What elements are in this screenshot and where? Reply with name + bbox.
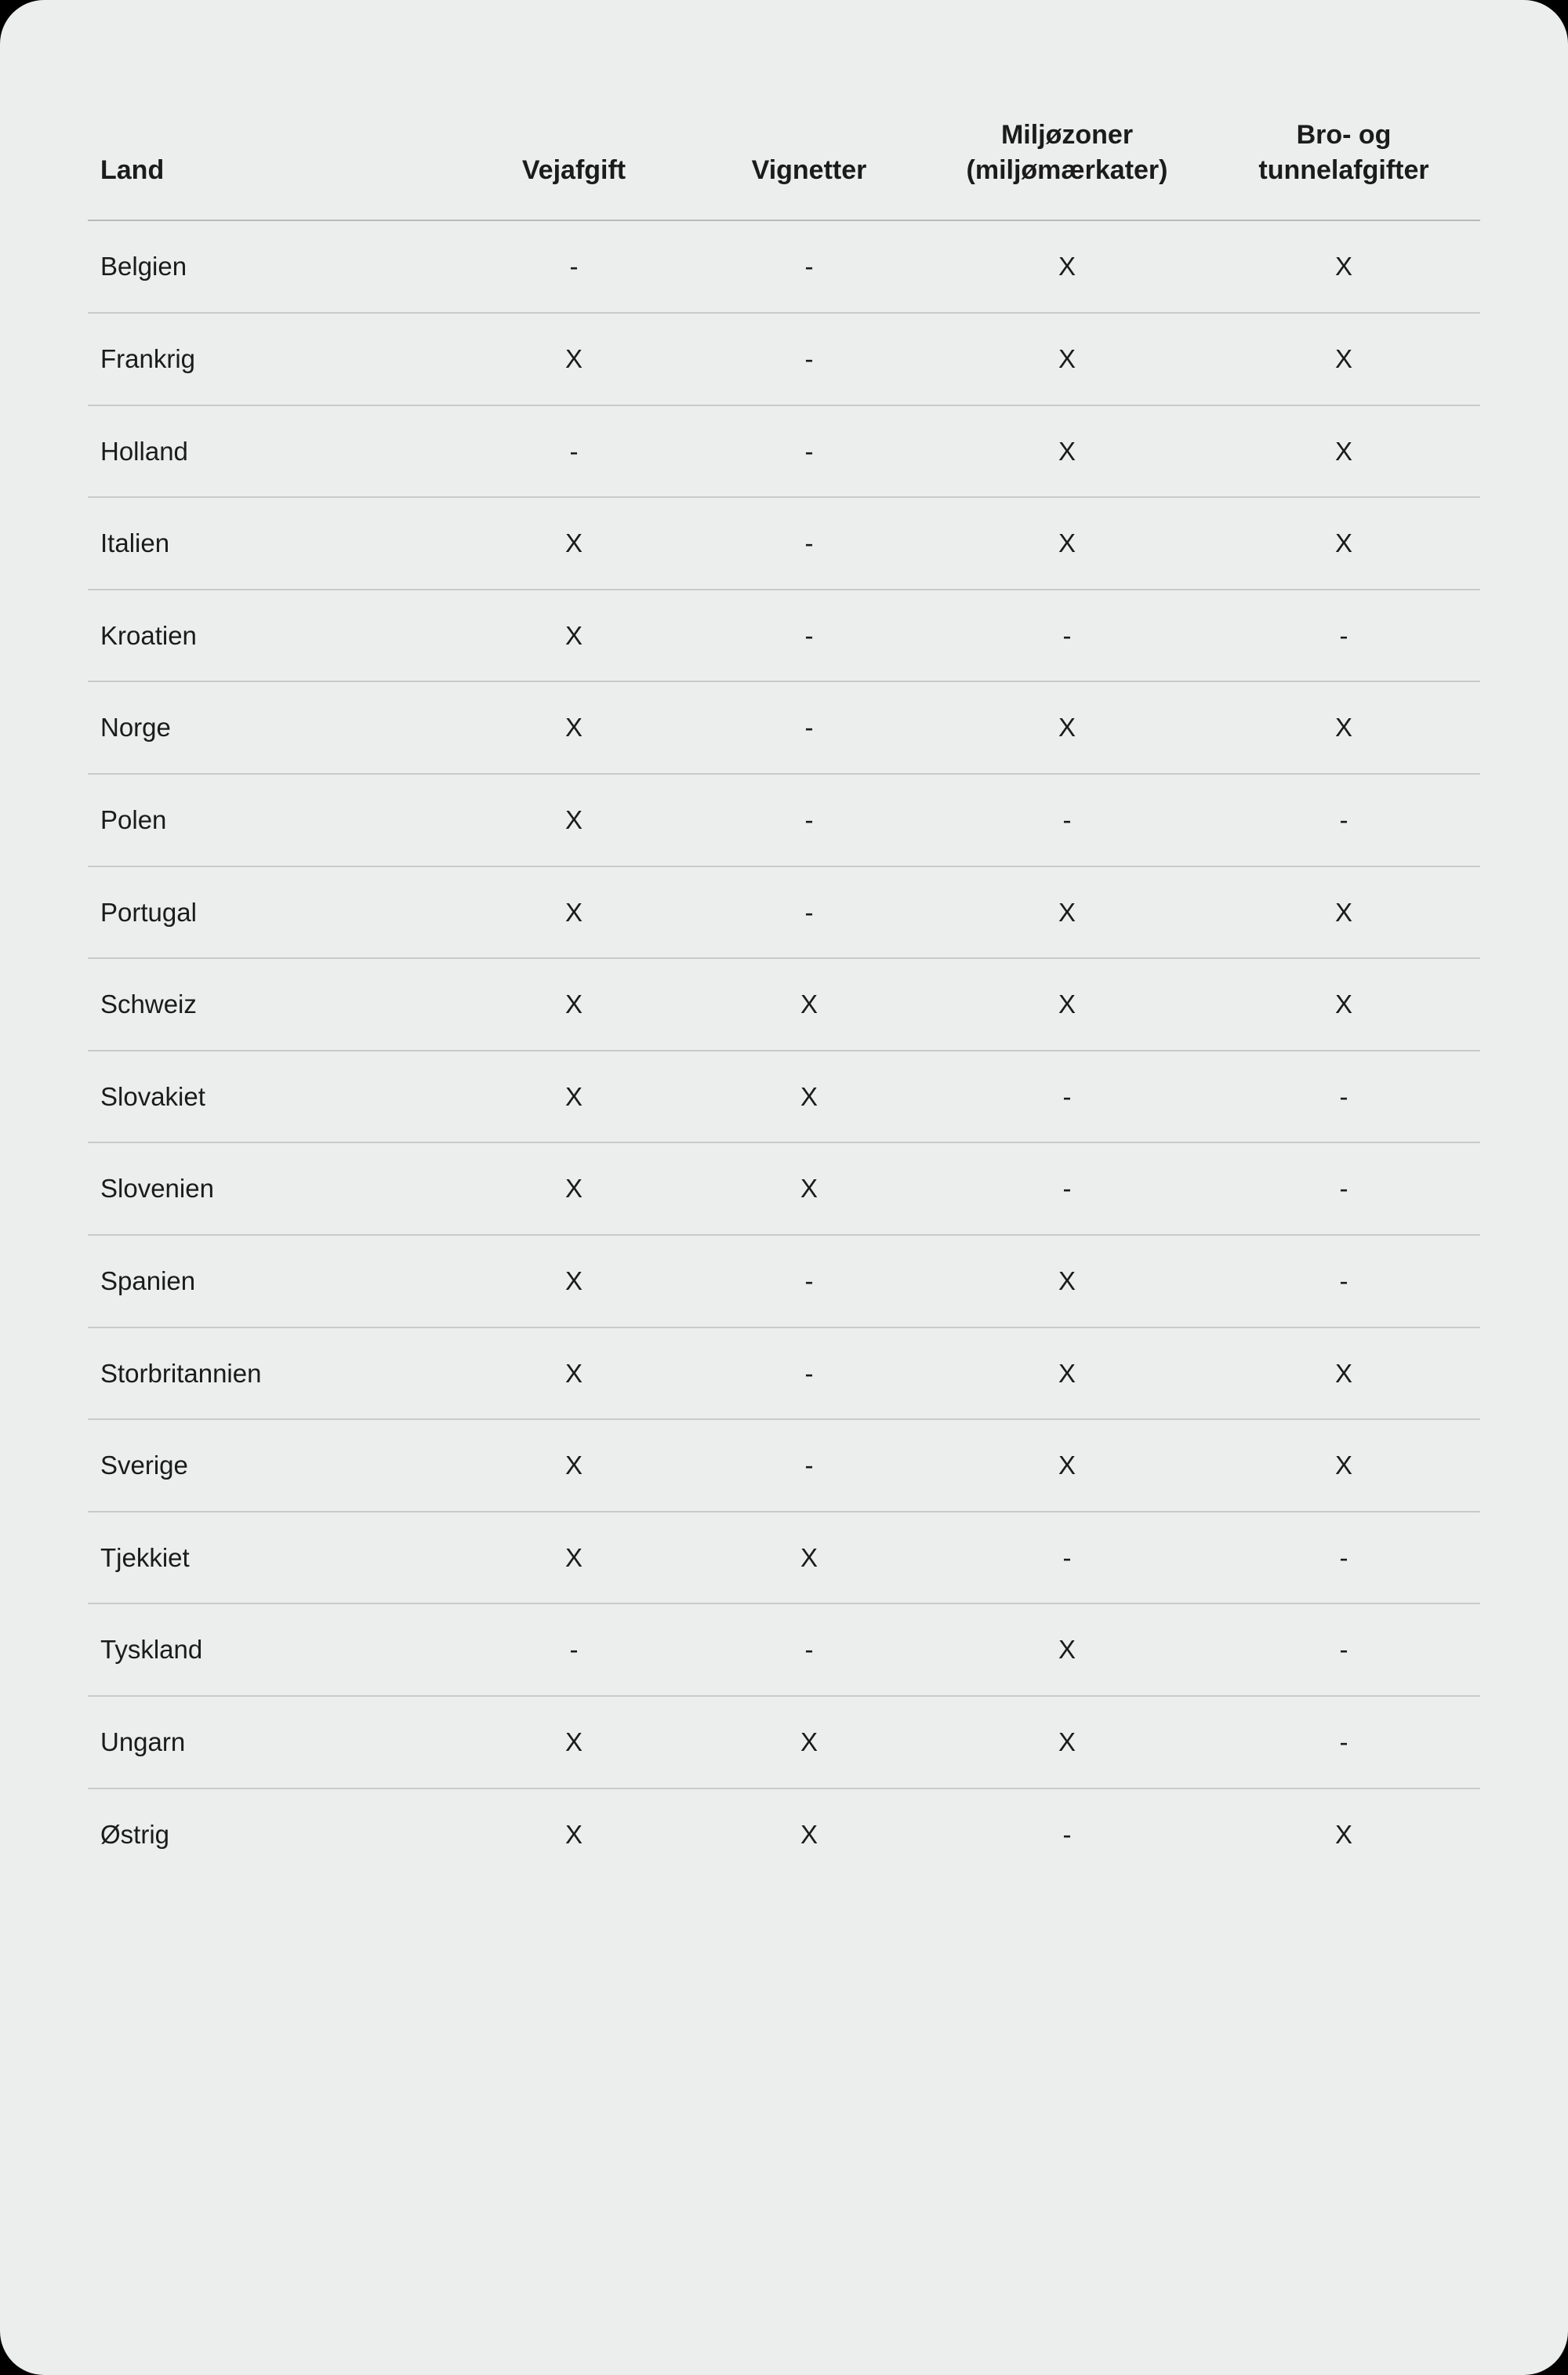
- cell-bro-tunnel: X: [1207, 1419, 1480, 1512]
- table-row: [88, 220, 1480, 313]
- cell-country: Tjekkiet: [88, 1512, 456, 1604]
- table-row: [88, 1603, 1480, 1696]
- column-header-bro-tunnel-line2: tunnelafgifter: [1258, 155, 1429, 186]
- cell-vignetter: -: [691, 590, 927, 682]
- cell-bro-tunnel: -: [1207, 1235, 1480, 1327]
- cell-bro-tunnel: X: [1207, 405, 1480, 498]
- cell-vejafgift: X: [456, 1051, 691, 1143]
- cell-vejafgift: X: [456, 958, 691, 1051]
- cell-bro-tunnel: X: [1207, 1327, 1480, 1420]
- cell-vejafgift: X: [456, 1235, 691, 1327]
- cell-miljozoner: X: [927, 866, 1207, 959]
- cell-vignetter: X: [691, 1051, 927, 1143]
- cell-vignetter: -: [691, 1327, 927, 1420]
- comparison-table-container: [88, 118, 1480, 1879]
- cell-bro-tunnel: X: [1207, 866, 1480, 959]
- cell-miljozoner: X: [927, 681, 1207, 774]
- cell-vejafgift: X: [456, 1696, 691, 1789]
- table-row: [88, 497, 1480, 590]
- cell-bro-tunnel: X: [1207, 313, 1480, 405]
- cell-miljozoner: X: [927, 1603, 1207, 1696]
- table-row: [88, 866, 1480, 959]
- cell-miljozoner: X: [927, 1419, 1207, 1512]
- cell-vejafgift: -: [456, 220, 691, 313]
- table-row: [88, 405, 1480, 498]
- cell-bro-tunnel: X: [1207, 681, 1480, 774]
- cell-country: Italien: [88, 497, 456, 590]
- cell-vignetter: X: [691, 958, 927, 1051]
- cell-miljozoner: X: [927, 220, 1207, 313]
- table-body: [88, 220, 1480, 1879]
- table-header: [88, 118, 1480, 220]
- column-header-vejafgift: Vejafgift: [456, 118, 691, 220]
- cell-bro-tunnel: X: [1207, 958, 1480, 1051]
- table-row: [88, 1051, 1480, 1143]
- cell-bro-tunnel: -: [1207, 1051, 1480, 1143]
- cell-vejafgift: X: [456, 1512, 691, 1604]
- cell-bro-tunnel: -: [1207, 1696, 1480, 1789]
- cell-country: Portugal: [88, 866, 456, 959]
- table-row: [88, 1235, 1480, 1327]
- table-row: [88, 774, 1480, 866]
- cell-bro-tunnel: X: [1334, 1819, 1352, 1849]
- cell-miljozoner: -: [927, 1051, 1207, 1143]
- cell-vejafgift: X: [564, 1819, 583, 1849]
- cell-miljozoner: -: [927, 1142, 1207, 1235]
- cell-vejafgift: X: [456, 497, 691, 590]
- cell-vignetter: -: [691, 681, 927, 774]
- table-header-row: [88, 118, 1480, 220]
- cell-country: Schweiz: [88, 958, 456, 1051]
- cell-vignetter: -: [691, 1419, 927, 1512]
- cell-vejafgift: -: [456, 1603, 691, 1696]
- cell-bro-tunnel: -: [1207, 774, 1480, 866]
- column-header-miljozoner: [927, 118, 1207, 220]
- table-row: [88, 1142, 1480, 1235]
- cell-bro-tunnel: -: [1207, 1603, 1480, 1696]
- cell-vejafgift: X: [456, 681, 691, 774]
- cell-vignetter: -: [691, 866, 927, 959]
- cell-vignetter: X: [691, 1512, 927, 1604]
- cell-miljozoner: X: [927, 497, 1207, 590]
- table-row: [88, 958, 1480, 1051]
- cell-miljozoner: X: [927, 313, 1207, 405]
- cell-vignetter: X: [691, 1696, 927, 1789]
- cell-vignetter: -: [691, 220, 927, 313]
- cell-bro-tunnel: X: [1207, 220, 1480, 313]
- table-row: [88, 590, 1480, 682]
- cell-country: Slovakiet: [88, 1051, 456, 1143]
- cell-vignetter: -: [691, 774, 927, 866]
- cell-country: Belgien: [88, 220, 456, 313]
- cell-bro-tunnel: X: [1207, 497, 1480, 590]
- cell-vejafgift: X: [456, 590, 691, 682]
- cell-vignetter: X: [800, 1819, 818, 1849]
- cell-miljozoner: X: [927, 958, 1207, 1051]
- table-row: [88, 1327, 1480, 1420]
- country-road-charges-table: [88, 118, 1480, 1879]
- cell-vignetter: -: [691, 405, 927, 498]
- table-row: [88, 681, 1480, 774]
- column-header-bro-tunnelafgifter: [1207, 118, 1480, 220]
- cell-vignetter: -: [691, 1235, 927, 1327]
- cell-vejafgift: X: [456, 1327, 691, 1420]
- cell-bro-tunnel: -: [1207, 1142, 1480, 1235]
- cell-vejafgift: X: [456, 774, 691, 866]
- cell-bro-tunnel: -: [1207, 590, 1480, 682]
- cell-miljozoner: X: [927, 405, 1207, 498]
- cell-country: Storbritannien: [88, 1327, 456, 1420]
- cell-vejafgift: -: [456, 405, 691, 498]
- cell-country: Holland: [88, 405, 456, 498]
- cell-country: Ungarn: [88, 1696, 456, 1789]
- cell-country: Norge: [88, 681, 456, 774]
- column-header-miljozoner-line2: (miljømærkater): [966, 155, 1168, 186]
- cell-miljozoner: X: [927, 1235, 1207, 1327]
- cell-vejafgift: X: [456, 1142, 691, 1235]
- cell-country: Østrig: [100, 1819, 170, 1849]
- table-row: [88, 1789, 1480, 1880]
- cell-country: Tyskland: [88, 1603, 456, 1696]
- column-header-vignetter: Vignetter: [691, 118, 927, 220]
- cell-miljozoner: -: [927, 774, 1207, 866]
- cell-vejafgift: X: [456, 313, 691, 405]
- cell-miljozoner: -: [927, 590, 1207, 682]
- table-row: [88, 1512, 1480, 1604]
- cell-vignetter: X: [691, 1142, 927, 1235]
- cell-vignetter: -: [691, 313, 927, 405]
- column-header-bro-tunnel-line1: Bro- og: [1296, 120, 1392, 150]
- table-row: [88, 1696, 1480, 1789]
- table-row: [88, 313, 1480, 405]
- cell-miljozoner: -: [1062, 1819, 1072, 1849]
- column-header-miljozoner-line1: Miljøzoner: [1000, 120, 1134, 150]
- cell-bro-tunnel: -: [1207, 1512, 1480, 1604]
- cell-vignetter: -: [691, 497, 927, 590]
- cell-miljozoner: -: [927, 1512, 1207, 1604]
- cell-miljozoner: X: [927, 1696, 1207, 1789]
- cell-miljozoner: X: [927, 1327, 1207, 1420]
- cell-vejafgift: X: [456, 866, 691, 959]
- cell-vejafgift: X: [456, 1419, 691, 1512]
- cell-country: Polen: [88, 774, 456, 866]
- column-header-land: Land: [88, 118, 456, 220]
- cell-vignetter: -: [691, 1603, 927, 1696]
- cell-country: Sverige: [88, 1419, 456, 1512]
- cell-country: Spanien: [88, 1235, 456, 1327]
- table-row: [88, 1419, 1480, 1512]
- cell-country: Kroatien: [88, 590, 456, 682]
- cell-country: Slovenien: [88, 1142, 456, 1235]
- cell-country: Frankrig: [88, 313, 456, 405]
